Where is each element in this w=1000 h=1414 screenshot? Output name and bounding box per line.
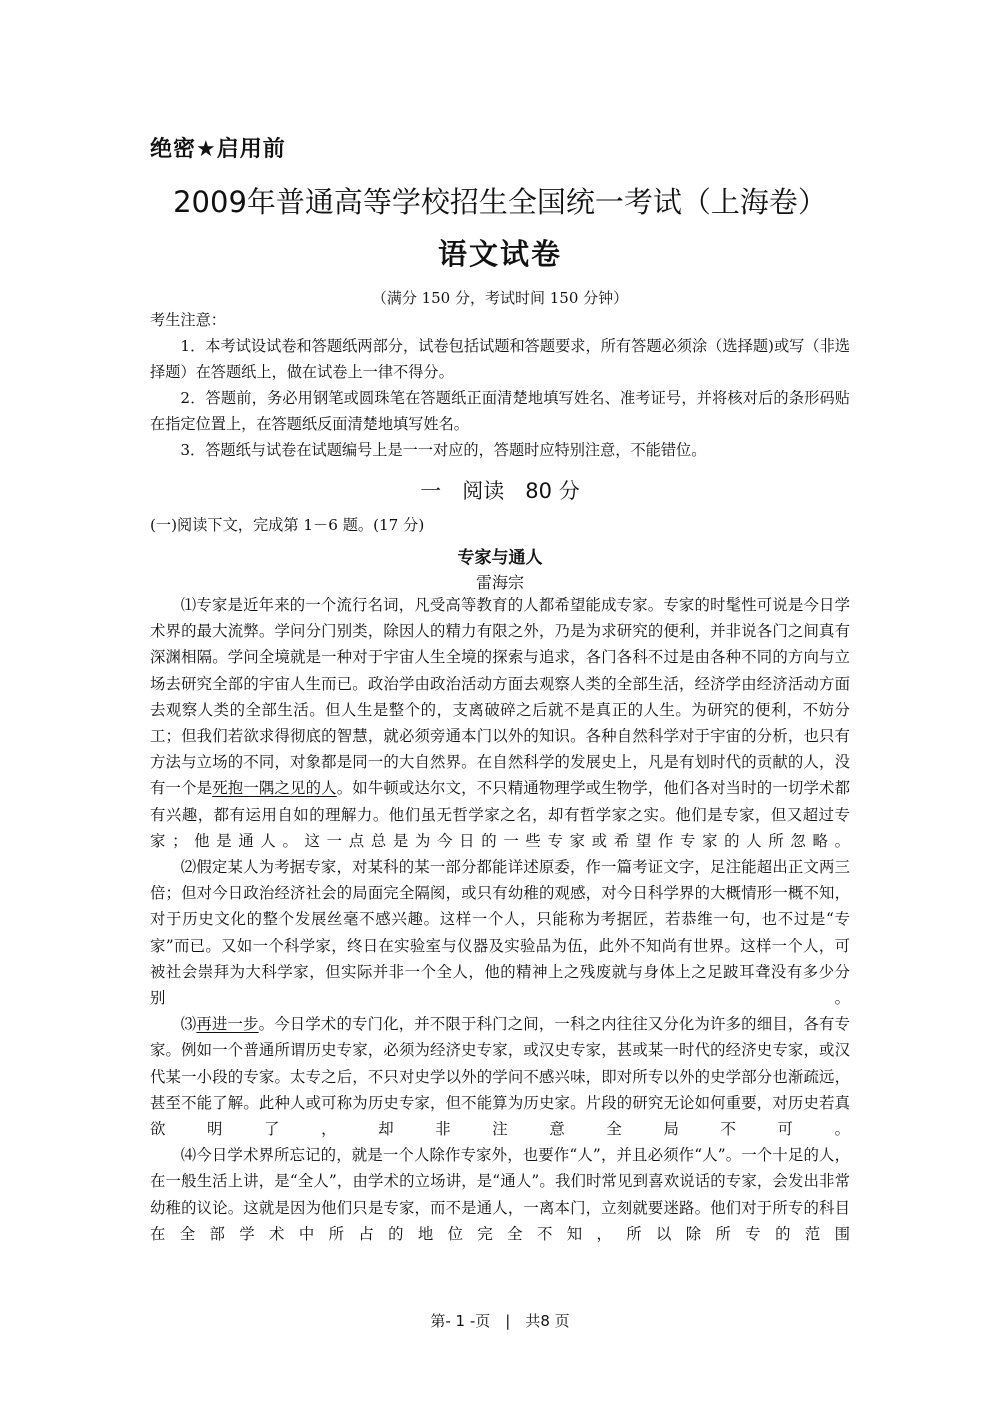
exam-subtitle: 语文试卷 [437,237,562,271]
article-author: 雷海宗 [475,573,524,592]
underlined-phrase-2: 再进一步 [196,1015,259,1034]
exam-title: 2009年普通高等学校招生全国统一考试（上海卷） [173,185,827,219]
paragraph-4: ⑷今日学术界所忘记的，就是一个人除作专家外，也要作“人”，并且必须作“人”。一个十足的人，在一般生活上讲，是“全人”，由学术的立场讲，是“通人”。我们时常见到喜欢说话的专家，会发出非常幼稚的议论。这就是因为他们只是专家，而不是通人，一离本门，立刻就要迷路。他们对于所专的科目在全部学术中所占的地位完全不知，所以除所专的范围 [150,1146,850,1243]
score-time-note: （满分 150 分，考试时间 150 分钟） [371,289,629,307]
notice-item-1: 1．本考试设试卷和答题纸两部分，试卷包括试题和答题要求，所有答题必须涂（选择题)或写（非选择题）在答题纸上，做在试卷上一律不得分。 [150,337,850,381]
section-heading: 一 阅读 80 分 [420,479,580,503]
candidate-notice [150,307,850,463]
notice-item-2: 2．答题前，务必用钢笔或圆珠笔在答题纸正面清楚地填写姓名、准考证号，并将核对后的条形码贴在指定位置上，在答题纸反面清楚地填写姓名。 [150,389,850,433]
reading-instructions: (一)阅读下文，完成第 1－6 题。(17 分) [150,516,425,534]
article-body [150,592,850,1247]
notice-label: 考生注意： [150,311,226,329]
paragraph-3: ⑶再进一步。今日学术的专门化，并不限于科门之间，一科之内往往又分化为许多的细目，各有专家。例如一个普通所谓历史专家，必须为经济史专家，或汉史专家，甚或某一时代的经济史专家，或汉代某一小段的专家。太专之后，不只对史学以外的学问不感兴味，即对所专以外的史学部分也渐疏远，甚至不能了解。此种人或可称为历史专家，但不能算为历史家。片段的研究无论如何重要，对历史若真欲明了，却非注意全局不可。 [150,1015,850,1139]
paragraph-1: ⑴专家是近年来的一个流行名词，凡受高等教育的人都希望能成专家。专家的时髦性可说是今日学术界的最大流弊。学问分门别类，除因人的精力有限之外，乃是为求研究的便利，并非说各门之间真有深渊相隔。学问全境就是一种对于宇宙人生全境的探索与追求，各门各科不过是由各种不同的方向与立场去研究全部的宇宙人生而已。政治学由政治活动方面去观察人类的全部生活，经济学由经济活动方面去观察人类的全部生活。但人生是整个的，支离破碎之后就不是真正的人生。为研究的便利，不妨分工；但我们若欲求得彻底的智慧，就必须旁通本门以外的知识。各种自然科学对于宇宙的分析，也只有方法与立场的不同，对象都是同一的大自然界。在自然科学的发展史上，凡是有划时代的贡献的人，没有一个是死抱一隅之见的人。如牛顿或达尔文，不只精通物理学或生物学，他们各对当时的一切学术都有兴趣，都有运用自如的理解力。他们虽无哲学家之名，却有哲学家之实。他们是专家，但又超过专家；他是通人。这一点总是为今日的一些专家或希望作专家的人所忽略。 [150,596,850,850]
underlined-phrase-1: 死抱一隅之见的人 [212,779,337,798]
paragraph-2: ⑵假定某人为考据专家，对某科的某一部分都能详述原委，作一篇考证文字，足注能超出正文两三倍；但对今日政治经济社会的局面完全隔阂，或只有幼稚的观感，对今日科学界的大概情形一概不知，对于历史文化的整个发展丝毫不感兴趣。这样一个人，只能称为考据匠，若恭维一句，也不过是“专家”而已。又如一个科学家，终日在实验室与仪器及实验品为伍，此外不知尚有世界。这样一个人，可被社会崇拜为大科学家，但实际并非一个全人，他的精神上之残废就与身体上之足跛耳聋没有多少分别。 [150,858,850,1008]
notice-item-3: 3．答题纸与试卷在试题编号上是一一对应的，答题时应特别注意，不能错位。 [180,441,707,459]
page-footer: 第- 1 -页 | 共8 页 [430,1312,570,1330]
article-title: 专家与通人 [457,548,543,568]
confidential-mark: 绝密★启用前 [150,137,286,162]
